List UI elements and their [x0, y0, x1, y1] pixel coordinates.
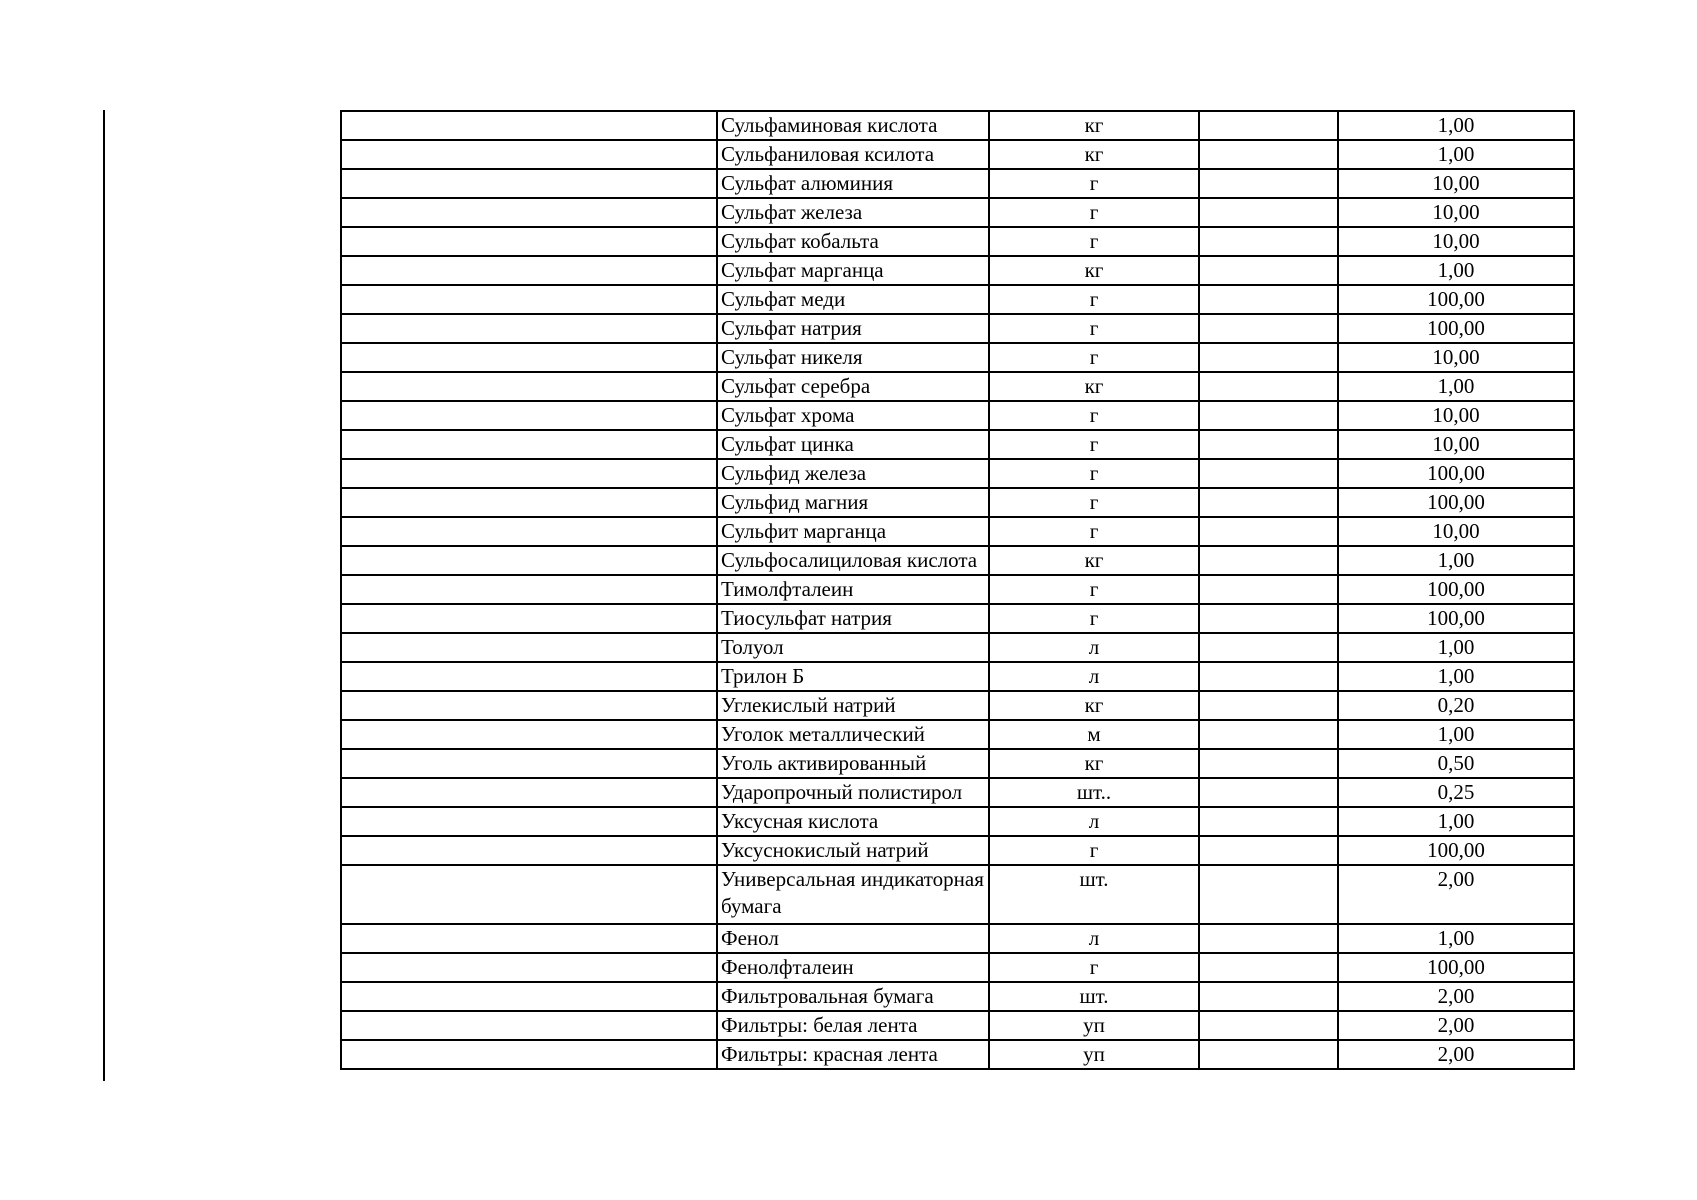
unit-cell: г — [989, 198, 1199, 227]
empty-cell — [341, 953, 717, 982]
empty-cell — [1199, 488, 1338, 517]
table-row — [341, 285, 1574, 314]
item-name-cell: Ударопрочный полистирол — [717, 778, 989, 807]
empty-cell — [341, 546, 717, 575]
empty-cell — [341, 140, 717, 169]
empty-cell — [1199, 691, 1338, 720]
table-row — [341, 459, 1574, 488]
item-name-cell: Сульфит марганца — [717, 517, 989, 546]
quantity-cell: 2,00 — [1338, 865, 1574, 924]
table-row — [341, 604, 1574, 633]
quantity-cell: 1,00 — [1338, 633, 1574, 662]
table-row — [341, 430, 1574, 459]
empty-cell — [1199, 546, 1338, 575]
unit-cell: л — [989, 924, 1199, 953]
empty-cell — [341, 227, 717, 256]
item-name-cell: Сульфосалициловая кислота — [717, 546, 989, 575]
table-row — [341, 517, 1574, 546]
empty-cell — [1199, 778, 1338, 807]
table-row — [341, 982, 1574, 1011]
quantity-cell: 0,25 — [1338, 778, 1574, 807]
unit-cell: кг — [989, 111, 1199, 140]
item-name-cell: Сульфаниловая ксилота — [717, 140, 989, 169]
empty-cell — [341, 662, 717, 691]
empty-cell — [341, 633, 717, 662]
quantity-cell: 1,00 — [1338, 256, 1574, 285]
quantity-cell: 0,50 — [1338, 749, 1574, 778]
unit-cell: г — [989, 227, 1199, 256]
empty-cell — [341, 924, 717, 953]
table-row — [341, 1011, 1574, 1040]
table-row — [341, 198, 1574, 227]
item-name-cell: Фильтровальная бумага — [717, 982, 989, 1011]
quantity-cell: 100,00 — [1338, 836, 1574, 865]
empty-cell — [1199, 140, 1338, 169]
item-name-cell: Сульфат кобальта — [717, 227, 989, 256]
item-name-cell: Фенол — [717, 924, 989, 953]
table-row — [341, 488, 1574, 517]
empty-cell — [341, 517, 717, 546]
empty-cell — [1199, 256, 1338, 285]
empty-cell — [341, 836, 717, 865]
unit-cell: г — [989, 575, 1199, 604]
quantity-cell: 100,00 — [1338, 285, 1574, 314]
item-name-cell: Сульфат меди — [717, 285, 989, 314]
empty-cell — [341, 749, 717, 778]
quantity-cell: 2,00 — [1338, 982, 1574, 1011]
empty-cell — [1199, 749, 1338, 778]
item-name-cell: Уголь активированный — [717, 749, 989, 778]
empty-cell — [1199, 865, 1338, 924]
quantity-cell: 100,00 — [1338, 488, 1574, 517]
unit-cell: г — [989, 430, 1199, 459]
quantity-cell: 100,00 — [1338, 575, 1574, 604]
empty-cell — [1199, 633, 1338, 662]
empty-cell — [1199, 227, 1338, 256]
empty-cell — [341, 343, 717, 372]
item-name-cell: Фильтры: красная лента — [717, 1040, 989, 1069]
item-name-cell: Сульфат никеля — [717, 343, 989, 372]
empty-cell — [341, 865, 717, 924]
table-row — [341, 372, 1574, 401]
unit-cell: г — [989, 169, 1199, 198]
quantity-cell: 10,00 — [1338, 169, 1574, 198]
empty-cell — [341, 169, 717, 198]
unit-cell: л — [989, 807, 1199, 836]
table-row — [341, 691, 1574, 720]
empty-cell — [341, 807, 717, 836]
empty-cell — [1199, 517, 1338, 546]
quantity-cell: 0,20 — [1338, 691, 1574, 720]
empty-cell — [341, 459, 717, 488]
empty-cell — [1199, 953, 1338, 982]
item-name-cell: Сульфат серебра — [717, 372, 989, 401]
empty-cell — [341, 314, 717, 343]
quantity-cell: 10,00 — [1338, 227, 1574, 256]
table-row — [341, 343, 1574, 372]
item-name-cell: Сульфат железа — [717, 198, 989, 227]
empty-cell — [341, 111, 717, 140]
empty-cell — [1199, 372, 1338, 401]
unit-cell: г — [989, 343, 1199, 372]
unit-cell: г — [989, 836, 1199, 865]
item-name-cell: Уксуснокислый натрий — [717, 836, 989, 865]
quantity-cell: 10,00 — [1338, 401, 1574, 430]
empty-cell — [341, 1011, 717, 1040]
table-row — [341, 401, 1574, 430]
item-name-cell: Трилон Б — [717, 662, 989, 691]
quantity-cell: 1,00 — [1338, 807, 1574, 836]
unit-cell: м — [989, 720, 1199, 749]
item-name-cell: Фильтры: белая лента — [717, 1011, 989, 1040]
item-name-cell: Сульфат натрия — [717, 314, 989, 343]
quantity-cell: 1,00 — [1338, 140, 1574, 169]
empty-cell — [341, 198, 717, 227]
quantity-cell: 2,00 — [1338, 1040, 1574, 1069]
quantity-cell: 100,00 — [1338, 459, 1574, 488]
quantity-cell: 1,00 — [1338, 924, 1574, 953]
empty-cell — [341, 256, 717, 285]
quantity-cell: 1,00 — [1338, 546, 1574, 575]
empty-cell — [1199, 982, 1338, 1011]
table-row — [341, 662, 1574, 691]
unit-cell: шт.. — [989, 778, 1199, 807]
quantity-cell: 100,00 — [1338, 314, 1574, 343]
empty-cell — [1199, 459, 1338, 488]
quantity-cell: 10,00 — [1338, 198, 1574, 227]
item-name-cell: Тиосульфат натрия — [717, 604, 989, 633]
empty-cell — [341, 488, 717, 517]
empty-cell — [1199, 198, 1338, 227]
table-row — [341, 256, 1574, 285]
table-row — [341, 749, 1574, 778]
unit-cell: л — [989, 633, 1199, 662]
unit-cell: г — [989, 517, 1199, 546]
empty-cell — [1199, 807, 1338, 836]
unit-cell: кг — [989, 256, 1199, 285]
empty-cell — [1199, 604, 1338, 633]
table-row — [341, 140, 1574, 169]
table-row — [341, 865, 1574, 924]
item-name-cell: Сульфат цинка — [717, 430, 989, 459]
empty-cell — [1199, 169, 1338, 198]
empty-cell — [1199, 111, 1338, 140]
table-row — [341, 227, 1574, 256]
quantity-cell: 1,00 — [1338, 720, 1574, 749]
empty-cell — [1199, 662, 1338, 691]
item-name-cell: Углекислый натрий — [717, 691, 989, 720]
table-row — [341, 314, 1574, 343]
unit-cell: г — [989, 953, 1199, 982]
unit-cell: уп — [989, 1040, 1199, 1069]
empty-cell — [341, 720, 717, 749]
item-name-cell: Сульфат алюминия — [717, 169, 989, 198]
unit-cell: г — [989, 401, 1199, 430]
unit-cell: кг — [989, 140, 1199, 169]
empty-cell — [1199, 430, 1338, 459]
table-row — [341, 953, 1574, 982]
quantity-cell: 10,00 — [1338, 517, 1574, 546]
table-row — [341, 546, 1574, 575]
table-row — [341, 720, 1574, 749]
empty-cell — [341, 1040, 717, 1069]
empty-cell — [1199, 314, 1338, 343]
quantity-cell: 1,00 — [1338, 372, 1574, 401]
unit-cell: кг — [989, 546, 1199, 575]
empty-cell — [341, 285, 717, 314]
empty-cell — [341, 372, 717, 401]
quantity-cell: 1,00 — [1338, 111, 1574, 140]
unit-cell: кг — [989, 372, 1199, 401]
empty-cell — [1199, 1011, 1338, 1040]
table-row — [341, 1040, 1574, 1069]
unit-cell: шт. — [989, 982, 1199, 1011]
quantity-cell: 100,00 — [1338, 953, 1574, 982]
table-row — [341, 575, 1574, 604]
reagents-table-body — [341, 111, 1574, 1069]
empty-cell — [1199, 1040, 1338, 1069]
item-name-cell: Уголок металлический — [717, 720, 989, 749]
item-name-cell: Универсальная индикаторная бумага — [717, 865, 989, 924]
empty-cell — [1199, 401, 1338, 430]
item-name-cell: Сульфат марганца — [717, 256, 989, 285]
quantity-cell: 10,00 — [1338, 430, 1574, 459]
unit-cell: г — [989, 285, 1199, 314]
empty-cell — [1199, 836, 1338, 865]
table-row — [341, 169, 1574, 198]
empty-cell — [341, 430, 717, 459]
empty-cell — [1199, 575, 1338, 604]
item-name-cell: Сульфат хрома — [717, 401, 989, 430]
item-name-cell: Уксусная кислота — [717, 807, 989, 836]
empty-cell — [1199, 924, 1338, 953]
item-name-cell: Фенолфталеин — [717, 953, 989, 982]
unit-cell: шт. — [989, 865, 1199, 924]
table-row — [341, 924, 1574, 953]
empty-cell — [341, 604, 717, 633]
reagents-table — [340, 110, 1575, 1070]
table-row — [341, 778, 1574, 807]
table-row — [341, 111, 1574, 140]
quantity-cell: 100,00 — [1338, 604, 1574, 633]
item-name-cell: Сульфаминовая кислота — [717, 111, 989, 140]
unit-cell: уп — [989, 1011, 1199, 1040]
item-name-cell: Тимолфталеин — [717, 575, 989, 604]
unit-cell: кг — [989, 749, 1199, 778]
unit-cell: г — [989, 459, 1199, 488]
unit-cell: г — [989, 314, 1199, 343]
item-name-cell: Сульфид магния — [717, 488, 989, 517]
empty-cell — [341, 575, 717, 604]
item-name-cell: Толуол — [717, 633, 989, 662]
table-row — [341, 836, 1574, 865]
unit-cell: г — [989, 488, 1199, 517]
table-row — [341, 633, 1574, 662]
unit-cell: кг — [989, 691, 1199, 720]
empty-cell — [341, 691, 717, 720]
empty-cell — [341, 401, 717, 430]
quantity-cell: 2,00 — [1338, 1011, 1574, 1040]
empty-cell — [341, 778, 717, 807]
unit-cell: г — [989, 604, 1199, 633]
quantity-cell: 10,00 — [1338, 343, 1574, 372]
empty-cell — [341, 982, 717, 1011]
unit-cell: л — [989, 662, 1199, 691]
empty-cell — [1199, 343, 1338, 372]
table-row — [341, 807, 1574, 836]
left-margin-rule — [103, 110, 105, 1081]
empty-cell — [1199, 285, 1338, 314]
item-name-cell: Сульфид железа — [717, 459, 989, 488]
quantity-cell: 1,00 — [1338, 662, 1574, 691]
empty-cell — [1199, 720, 1338, 749]
